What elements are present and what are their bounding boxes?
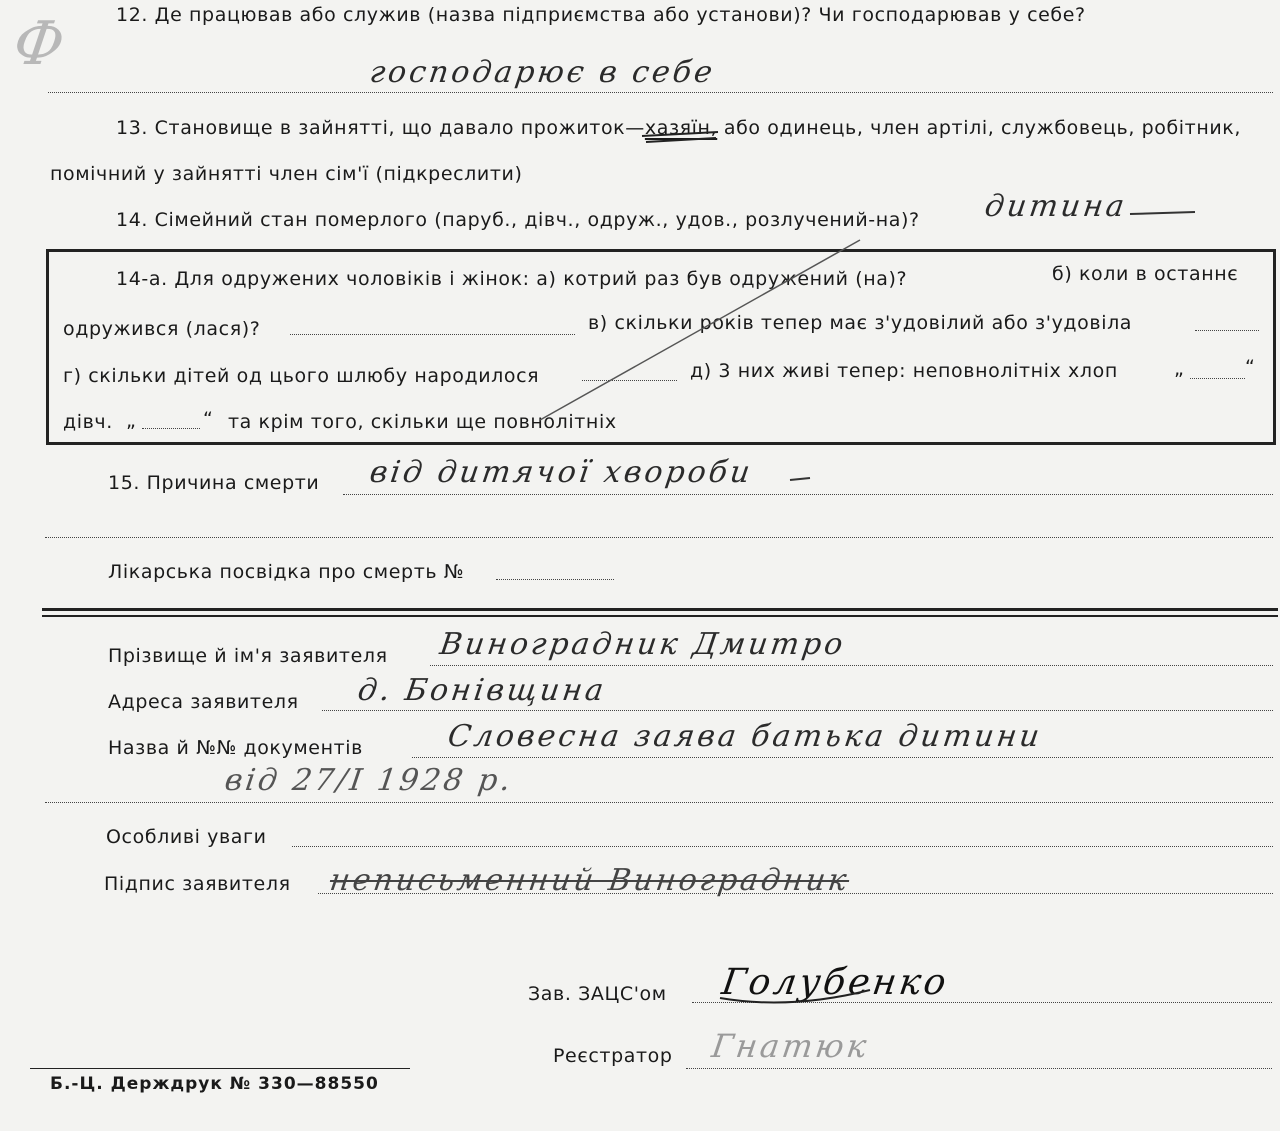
q12-answer: господарює в себе [367, 55, 718, 90]
applicant-docs-value-line1: Словесна заява батька дитини [445, 719, 1045, 754]
registrar-label: Реєстратор [553, 1045, 673, 1067]
q12-label: 12. Де працював або служив (назва підприємства або установи)? Чи господарював у себе? [116, 4, 1086, 26]
applicant-signature-value: неписьменний Виноградник [327, 863, 852, 898]
applicant-address-value: д. Бонівщина [355, 673, 609, 708]
q15-answer-tail [790, 478, 810, 480]
q13-underlined-option: хазяїн, [644, 117, 718, 139]
head-label: Зав. ЗАЦС'ом [528, 983, 667, 1005]
applicant-notes-label: Особливі уваги [106, 826, 267, 848]
medical-label: Лікарська посвідка про смерть № [108, 561, 465, 583]
q15-label: 15. Причина смерти [108, 472, 320, 494]
q13-double-underline [642, 132, 718, 142]
q14a-line2-b: в) скільки років тепер має з'удовілий або з'удовіла [588, 312, 1133, 334]
q13-label-line2: помічний у зайнятті член сім'ї (підкреслити) [50, 163, 523, 185]
applicant-address-label: Адреса заявителя [108, 691, 299, 713]
q14a-diagonal-stroke [540, 240, 860, 420]
q14a-line4-b: та крім того, скільки ще повнолітніх [228, 411, 617, 433]
q15-answer: від дитячої хвороби [367, 455, 755, 490]
q14a-line4-a: дівч. [63, 411, 113, 433]
q14a-line3-a: г) скільки дітей од цього шлюбу народилося [63, 365, 540, 387]
q14a-line1-a: 14-а. Для одружених чоловіків і жінок: а) котрий раз був одружений (на)? [116, 268, 908, 290]
q14-answer-dash [1130, 212, 1195, 214]
applicant-docs-label: Назва й №№ документів [108, 737, 363, 759]
applicant-name-value: Виноградник Дмитро [437, 627, 848, 662]
q14a-line3-quote-close: “ [1245, 356, 1256, 378]
q14a-line3-quote-open: „ [1174, 358, 1185, 380]
applicant-signature-label: Підпис заявителя [104, 873, 291, 895]
signature-flourish [720, 990, 870, 1003]
q14a-line4-quote-open: „ [126, 410, 137, 432]
applicant-name-label: Прізвище й ім'я заявителя [108, 645, 388, 667]
registrar-signature: Гнатюк [709, 1027, 872, 1065]
q14-answer: дитина [982, 189, 1130, 224]
margin-mark: Ф [9, 9, 69, 79]
q14a-line1-b: б) коли в останнє [1052, 263, 1239, 285]
head-signature: Голубенко [719, 962, 952, 1003]
q14a-line2-a: одружився (лася)? [63, 318, 261, 340]
q13-label-part2: або одинець, член артілі, службовець, робітник, [723, 117, 1242, 139]
q14-label: 14. Сімейний стан померлого (паруб., дівч., одруж., удов., розлучений-на)? [116, 209, 920, 231]
applicant-docs-value-line2: від 27/І 1928 р. [222, 763, 516, 798]
q13-label-part1: 13. Становище в зайнятті, що давало прожиток— [116, 117, 645, 139]
q14a-line4-quote-close: “ [203, 408, 214, 430]
print-info: Б.-Ц. Держдрук № 330—88550 [50, 1074, 379, 1094]
q14a-line3-b: д) 3 них живі тепер: неповнолітніх хлоп [690, 360, 1118, 382]
